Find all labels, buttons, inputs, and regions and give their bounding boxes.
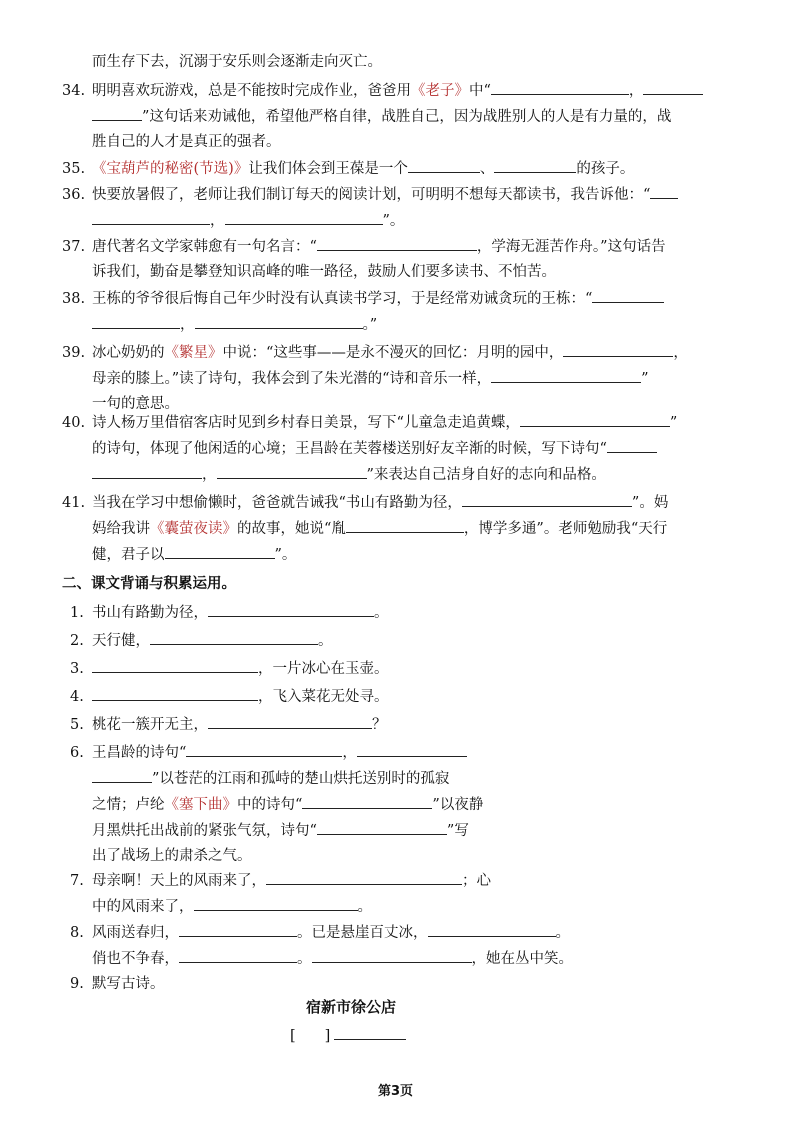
question-38: 38. 王栋的爷爷很后悔自己年少时没有认真读书学习，于是经常劝诫贪玩的王栋：“ xyxy=(62,288,664,309)
question-37-line2: 诉我们，勤奋是攀登知识高峰的唯一路径，鼓励人们要多读书、不怕苦。 xyxy=(92,264,556,280)
answer-blank[interactable] xyxy=(92,768,152,783)
answer-blank[interactable] xyxy=(92,106,142,121)
item-8-line2: 俏也不争春， 。 ，她在丛中笑。 xyxy=(92,948,573,969)
answer-blank[interactable] xyxy=(317,820,447,835)
answer-blank[interactable] xyxy=(312,948,472,963)
poem-author-line xyxy=(290,1024,406,1045)
item-8: 8. 风雨送春归， 。已是悬崖百丈冰， 。 xyxy=(70,922,570,943)
question-41-line2: 妈给我讲《囊萤夜读》的故事，她说“胤 ，博学多通”。老师勉励我“天行 xyxy=(92,518,667,539)
item-9: 9. 默写古诗。 xyxy=(70,976,165,992)
answer-blank[interactable] xyxy=(643,80,703,95)
answer-blank[interactable] xyxy=(302,794,432,809)
poem-title: 宿新市徐公店 xyxy=(306,998,397,1016)
question-41: 41. 当我在学习中想偷懒时，爸爸就告诫我“书山有路勤为径， ”。妈 xyxy=(62,492,668,513)
item-7-line2: 中的风雨来了， 。 xyxy=(92,896,372,917)
question-36: 36. 快要放暑假了，老师让我们制订每天的阅读计划，可明明不想每天都读书，我告诉他：“ xyxy=(62,184,678,205)
book-title: 《老子》 xyxy=(411,83,469,99)
section-heading: 二、课文背诵与积累运用。 xyxy=(62,576,236,592)
answer-blank[interactable] xyxy=(650,184,678,199)
book-title: 《繁星》 xyxy=(164,345,223,361)
item-1: 1. 书山有路勤为径， 。 xyxy=(70,602,389,623)
question-34-line2: ”这句话来劝诫他，希望他严格自律，战胜自己，因为战胜别人的人是有力量的，战 xyxy=(92,106,671,127)
answer-blank[interactable] xyxy=(428,922,556,937)
answer-blank[interactable] xyxy=(592,288,664,303)
book-title: 《囊萤夜读》 xyxy=(150,521,237,537)
dynasty-bracket: [ ] xyxy=(290,1028,331,1044)
item-6-line4: 月黑烘托出战前的紧张气氛，诗句“ ”写 xyxy=(92,820,469,841)
answer-blank[interactable] xyxy=(150,630,318,645)
answer-blank[interactable] xyxy=(92,658,258,673)
answer-blank[interactable] xyxy=(408,158,480,173)
answer-blank[interactable] xyxy=(317,236,477,251)
question-40: 40. 诗人杨万里借宿客店时见到乡村春日美景，写下“儿童急走追黄蝶， ” xyxy=(62,412,677,433)
book-title: 《宝葫芦的秘密(节选)》 xyxy=(92,161,249,177)
question-34-line3: 胜自己的人才是真正的强者。 xyxy=(92,134,281,150)
question-40-line3: ， ”来表达自己洁身自好的志向和品格。 xyxy=(92,464,606,485)
answer-blank[interactable] xyxy=(491,80,629,95)
answer-blank[interactable] xyxy=(563,342,673,357)
answer-blank[interactable] xyxy=(266,870,462,885)
item-5: 5. 桃花一簇开无主， ？ xyxy=(70,714,387,735)
question-35: 35. 《宝葫芦的秘密(节选)》让我们体会到王葆是一个 、 的孩子。 xyxy=(62,158,634,179)
item-3: 3. ，一片冰心在玉壶。 xyxy=(70,658,389,679)
book-title: 《塞下曲》 xyxy=(164,797,237,813)
answer-blank[interactable] xyxy=(195,314,363,329)
answer-blank[interactable] xyxy=(462,492,632,507)
answer-blank[interactable] xyxy=(357,742,467,757)
answer-blank[interactable] xyxy=(186,742,342,757)
answer-blank[interactable] xyxy=(165,544,275,559)
question-39: 39. 冰心奶奶的《繁星》中说：“这些事——是永不漫灭的回忆：月明的园中， ， xyxy=(62,342,688,363)
answer-blank[interactable] xyxy=(208,602,374,617)
q33-tail: 而生存下去，沉溺于安乐则会逐渐走向灭亡。 xyxy=(92,54,382,70)
question-34: 34. 明明喜欢玩游戏，总是不能按时完成作业，爸爸用《老子》中“ ， xyxy=(62,80,703,101)
question-36-line2: ， ”。 xyxy=(92,210,404,231)
question-37: 37. 唐代著名文学家韩愈有一句名言：“ ，学海无涯苦作舟。”这句话告 xyxy=(62,236,666,257)
answer-blank[interactable] xyxy=(491,368,641,383)
item-6: 6. 王昌龄的诗句“ ， xyxy=(70,742,467,763)
answer-blank[interactable] xyxy=(92,210,210,225)
answer-blank[interactable] xyxy=(92,314,180,329)
question-39-line2: 母亲的膝上。”读了诗句，我体会到了朱光潜的“诗和音乐一样， ” xyxy=(92,368,649,389)
page-number: 第3页 xyxy=(378,1084,414,1099)
answer-blank[interactable] xyxy=(194,896,358,911)
answer-blank[interactable] xyxy=(179,948,297,963)
answer-blank[interactable] xyxy=(92,464,202,479)
answer-blank[interactable] xyxy=(520,412,670,427)
item-6-line5: 出了战场上的肃杀之气。 xyxy=(92,848,252,864)
item-2: 2. 天行健， 。 xyxy=(70,630,333,651)
question-40-line2: 的诗句，体现了他闲适的心境；王昌龄在芙蓉楼送别好友辛渐的时候，写下诗句“ xyxy=(92,438,657,459)
question-41-line3: 健，君子以 ”。 xyxy=(92,544,296,565)
item-7: 7. 母亲啊！天上的风雨来了， ；心 xyxy=(70,870,491,891)
answer-blank[interactable] xyxy=(179,922,297,937)
answer-blank[interactable] xyxy=(92,686,258,701)
question-38-line2: ， 。” xyxy=(92,314,377,335)
answer-blank[interactable] xyxy=(208,714,372,729)
item-6-line3: 之情；卢纶《塞下曲》中的诗句“ ”以夜静 xyxy=(92,794,483,815)
answer-blank[interactable] xyxy=(346,518,464,533)
question-39-line3: 一句的意思。 xyxy=(92,396,179,412)
answer-blank[interactable] xyxy=(494,158,576,173)
answer-blank[interactable] xyxy=(217,464,367,479)
answer-blank[interactable] xyxy=(334,1025,406,1040)
answer-blank[interactable] xyxy=(607,438,657,453)
answer-blank[interactable] xyxy=(225,210,383,225)
item-6-line2: ”以苍茫的江雨和孤峙的楚山烘托送别时的孤寂 xyxy=(92,768,449,789)
item-4: 4. ，飞入菜花无处寻。 xyxy=(70,686,389,707)
